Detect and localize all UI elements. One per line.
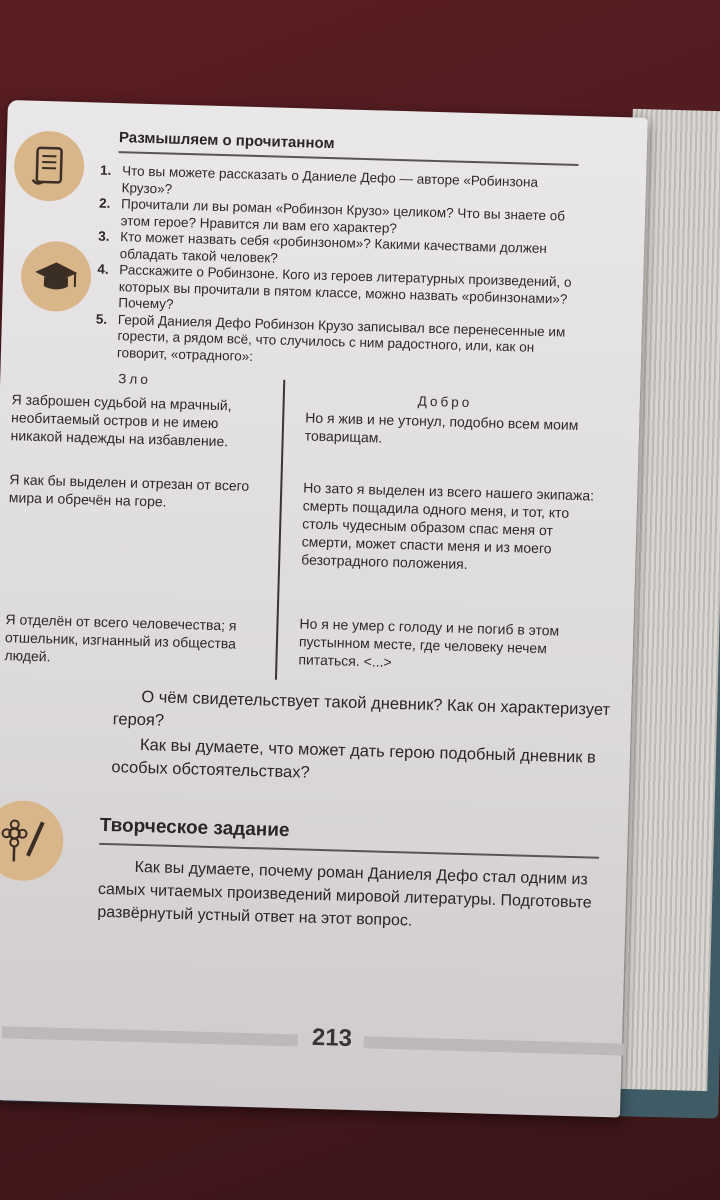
page-number: 213: [311, 1023, 353, 1052]
good-cell: Но зато я выделен из всего нашего экипажа: смерть пощадила одного меня, и тот, кто столь чудесным образом спас меня от смерти, может спасти меня и из моего безотрадного положения.: [301, 479, 595, 573]
textbook-page: [0, 100, 648, 1117]
page-number-bar: [2, 1026, 298, 1046]
graduation-cap-icon: [20, 240, 92, 312]
question-item: 1. Что вы можете рассказать о Даниеле Дефо — авторе «Робинзона Крузо»?: [99, 162, 539, 197]
question-list: [95, 163, 580, 374]
good-cell: Но я не умер с голоду и не погиб в этом пустынном месте, где человеку нечем питаться. <...>: [298, 615, 560, 670]
good-cell: Но я жив и не утонул, подобно всем моим товарищам.: [304, 409, 579, 446]
question-item: 5. Герой Даниеля Дефо Робинзон Крузо записывал все перенесенные им горести, а рядом всё, что случилось с ним радостного, или, как он говорит, «отрадного»:: [95, 311, 566, 364]
creative-title: Творческое задание: [99, 814, 290, 842]
good-heading: Добро: [417, 393, 473, 411]
scroll-icon: [13, 130, 85, 202]
column-divider: [275, 380, 285, 680]
evil-cell: Я заброшен судьбой на мрачный, необитаемый остров и не имею никакой надежды на избавление.: [10, 391, 232, 450]
followup-question: О чём свидетельствует такой дневник? Как он характеризует героя?: [112, 687, 611, 730]
evil-heading: Зло: [118, 371, 152, 388]
page-number-bar: [364, 1036, 624, 1055]
title-rule: [119, 151, 579, 166]
evil-cell: Я как бы выделен и отрезан от всего мира и обречён на горе.: [8, 471, 250, 510]
followup-question: Как вы думаете, что может дать герою подобный дневник в особых обстоятельствах?: [111, 735, 597, 782]
section-title: Размышляем о прочитанном: [118, 129, 335, 153]
question-item: 2. Прочитали ли вы роман «Робинзон Крузо» целиком? Что вы знаете об этом герое? Нравится ли вам его характер?: [98, 195, 566, 236]
creative-text: Как вы думаете, почему роман Даниеля Дефо стал одним из самых читаемых произведений мировой литературы. Подготовьте развёрнутый устный ответ на этот вопрос.: [97, 858, 592, 930]
evil-cell: Я отделён от всего человечества; я отшельник, изгнанный из общества людей.: [4, 611, 237, 665]
question-item: 4. Расскажите о Робинзоне. Кого из героев литературных произведений, о которых вы прочитали в пятом классе, можно назвать «робинзонами»? Почему?: [97, 261, 572, 312]
flower-pencil-icon: [0, 800, 64, 882]
question-item: 3. Кто может назвать себя «робинзоном»? Какими качествами должен обладать такой человек?: [98, 228, 548, 266]
